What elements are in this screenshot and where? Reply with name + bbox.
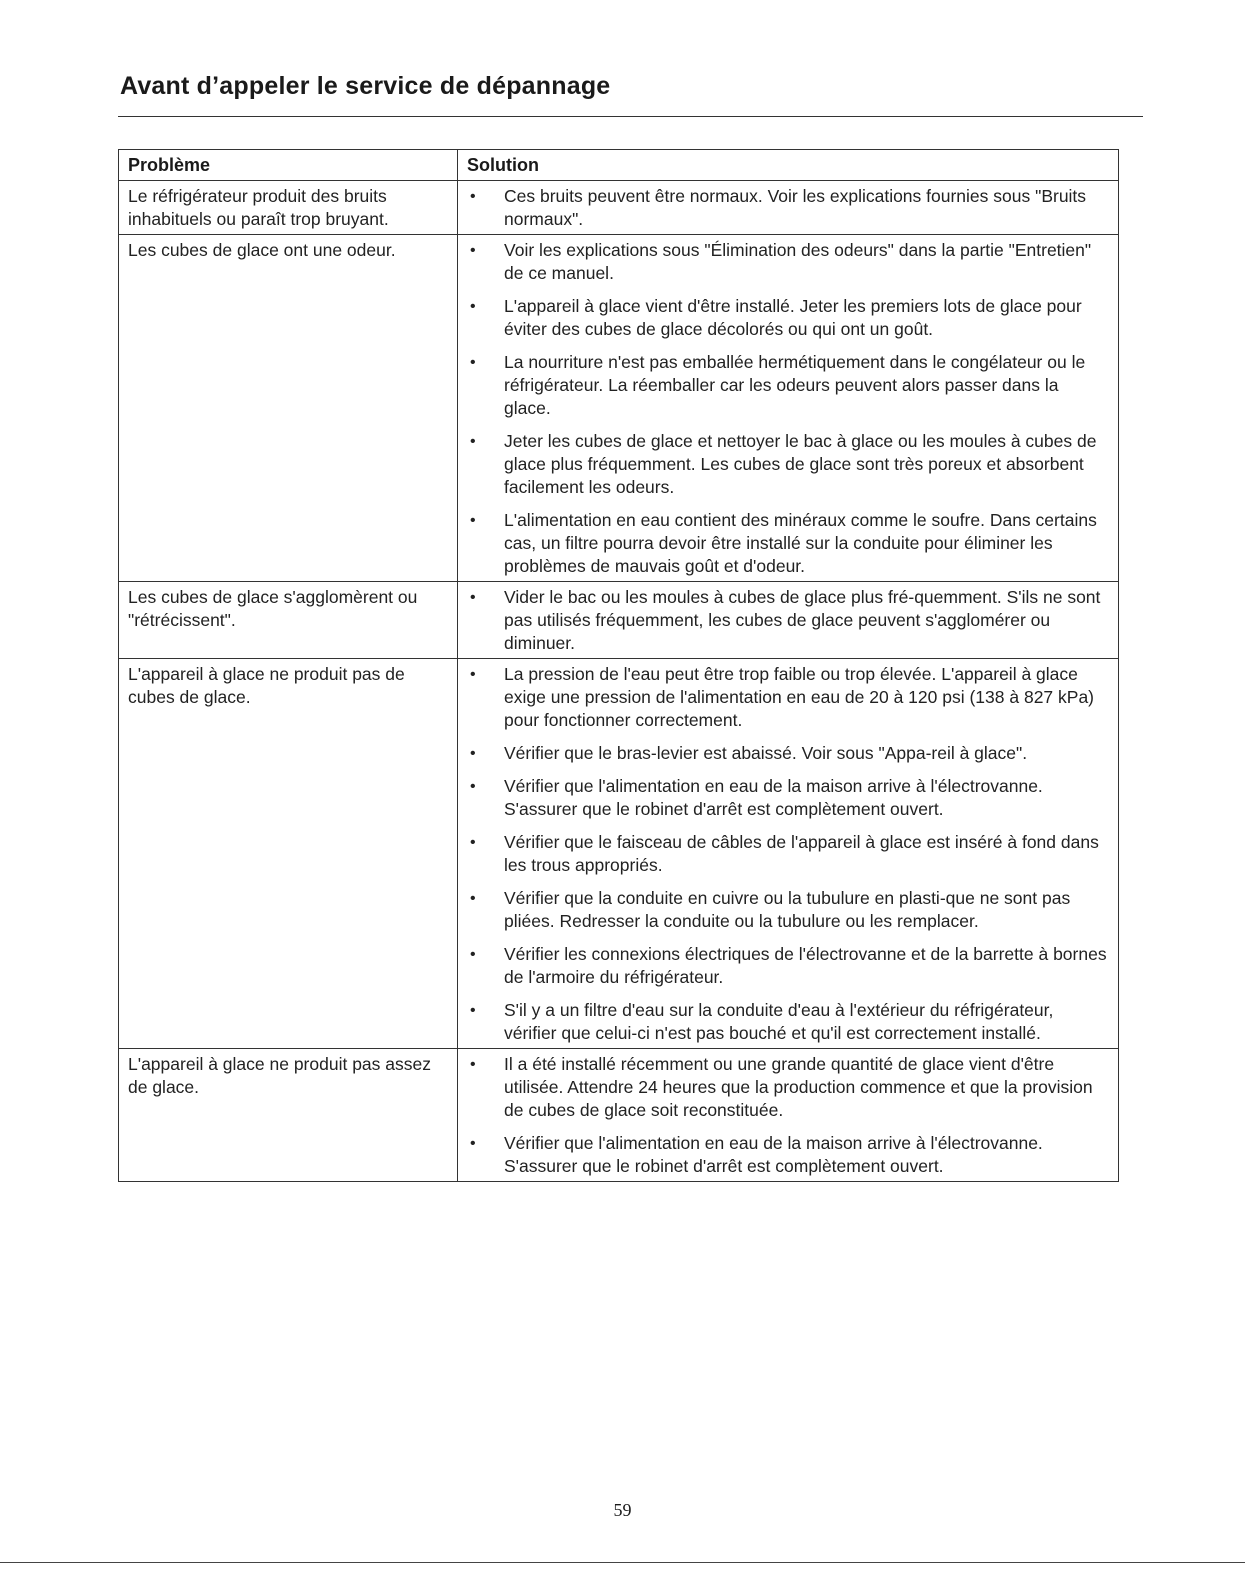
solution-list [470,239,1110,578]
solution-cell [458,659,1119,1049]
solution-item: • Vérifier que le faisceau de câbles de l'appareil à glace est inséré à fond dans les trous appropriés. [470,831,1110,877]
solution-item: • L'alimentation en eau contient des minéraux comme le soufre. Dans certains cas, un filtre pourra devoir être installé sur la conduite pour éliminer les problèmes de mauvais goût et d'odeur. [470,509,1110,578]
problem-cell: Les cubes de glace ont une odeur. [119,235,458,582]
solution-item: • Vérifier les connexions électriques de l'électrovanne et de la barrette à bornes de l'armoire du réfrigérateur. [470,943,1110,989]
table-row [119,1049,1119,1182]
troubleshooting-table [118,149,1119,1182]
solution-list [470,185,1110,231]
solution-item: • Vérifier que l'alimentation en eau de la maison arrive à l'électrovanne. S'assurer que le robinet d'arrêt est complètement ouvert. [470,775,1110,821]
page-number: 59 [613,1500,632,1520]
solution-list [470,1053,1110,1178]
solution-item: • Ces bruits peuvent être normaux. Voir les explications fournies sous "Bruits normaux". [470,185,1110,231]
solution-cell [458,1049,1119,1182]
table-row [119,582,1119,659]
solution-item: • Vérifier que le bras-levier est abaissé. Voir sous "Appa-reil à glace". [470,742,1110,765]
problem-column-header: Problème [119,150,458,181]
solution-cell [458,582,1119,659]
solution-item: • Vérifier que la conduite en cuivre ou la tubulure en plasti-que ne sont pas pliées. Redresser la conduite ou la tubulure ou les remplacer. [470,887,1110,933]
solution-column-header: Solution [458,150,1119,181]
problem-cell: L'appareil à glace ne produit pas assez de glace. [119,1049,458,1182]
solution-list [470,663,1110,1045]
problem-cell: L'appareil à glace ne produit pas de cubes de glace. [119,659,458,1049]
solution-item: • La pression de l'eau peut être trop faible ou trop élevée. L'appareil à glace exige une pression de l'alimentation en eau de 20 à 120 psi (138 à 827 kPa) pour fonctionner correctement. [470,663,1110,732]
solution-item: • Il a été installé récemment ou une grande quantité de glace vient d'être utilisée. Attendre 24 heures que la production commence et que la provision de cubes de glace soit reconstituée. [470,1053,1110,1122]
solution-cell [458,181,1119,235]
solution-item: • Jeter les cubes de glace et nettoyer le bac à glace ou les moules à cubes de glace plus fréquemment. Les cubes de glace sont très poreux et absorbent facilement les odeurs. [470,430,1110,499]
solution-item: • S'il y a un filtre d'eau sur la conduite d'eau à l'extérieur du réfrigérateur, vérifier que celui-ci n'est pas bouché et qu'il est correctement installé. [470,999,1110,1045]
page-title: Avant d’appeler le service de dépannage [120,72,611,100]
solution-list [470,586,1110,655]
solution-item: • La nourriture n'est pas emballée hermétiquement dans le congélateur ou le réfrigérateur. La réemballer car les odeurs peuvent alors passer dans la glace. [470,351,1110,420]
table-row [119,181,1119,235]
title-rule [118,116,1143,117]
table-row [119,235,1119,582]
solution-item: • L'appareil à glace vient d'être installé. Jeter les premiers lots de glace pour éviter des cubes de glace décolorés ou qui ont un goût. [470,295,1110,341]
solution-cell [458,235,1119,582]
table-header-row [119,150,1119,181]
solution-item: • Voir les explications sous "Élimination des odeurs" dans la partie "Entretien" de ce manuel. [470,239,1110,285]
solution-item: • Vider le bac ou les moules à cubes de glace plus fré-quemment. S'ils ne sont pas utilisés fréquemment, les cubes de glace peuvent s'agglomérer ou diminuer. [470,586,1110,655]
problem-cell: Les cubes de glace s'agglomèrent ou "rétrécissent". [119,582,458,659]
bottom-rule [0,1562,1245,1563]
problem-cell: Le réfrigérateur produit des bruits inhabituels ou paraît trop bruyant. [119,181,458,235]
table-row [119,659,1119,1049]
solution-item: • Vérifier que l'alimentation en eau de la maison arrive à l'électrovanne. S'assurer que le robinet d'arrêt est complètement ouvert. [470,1132,1110,1178]
